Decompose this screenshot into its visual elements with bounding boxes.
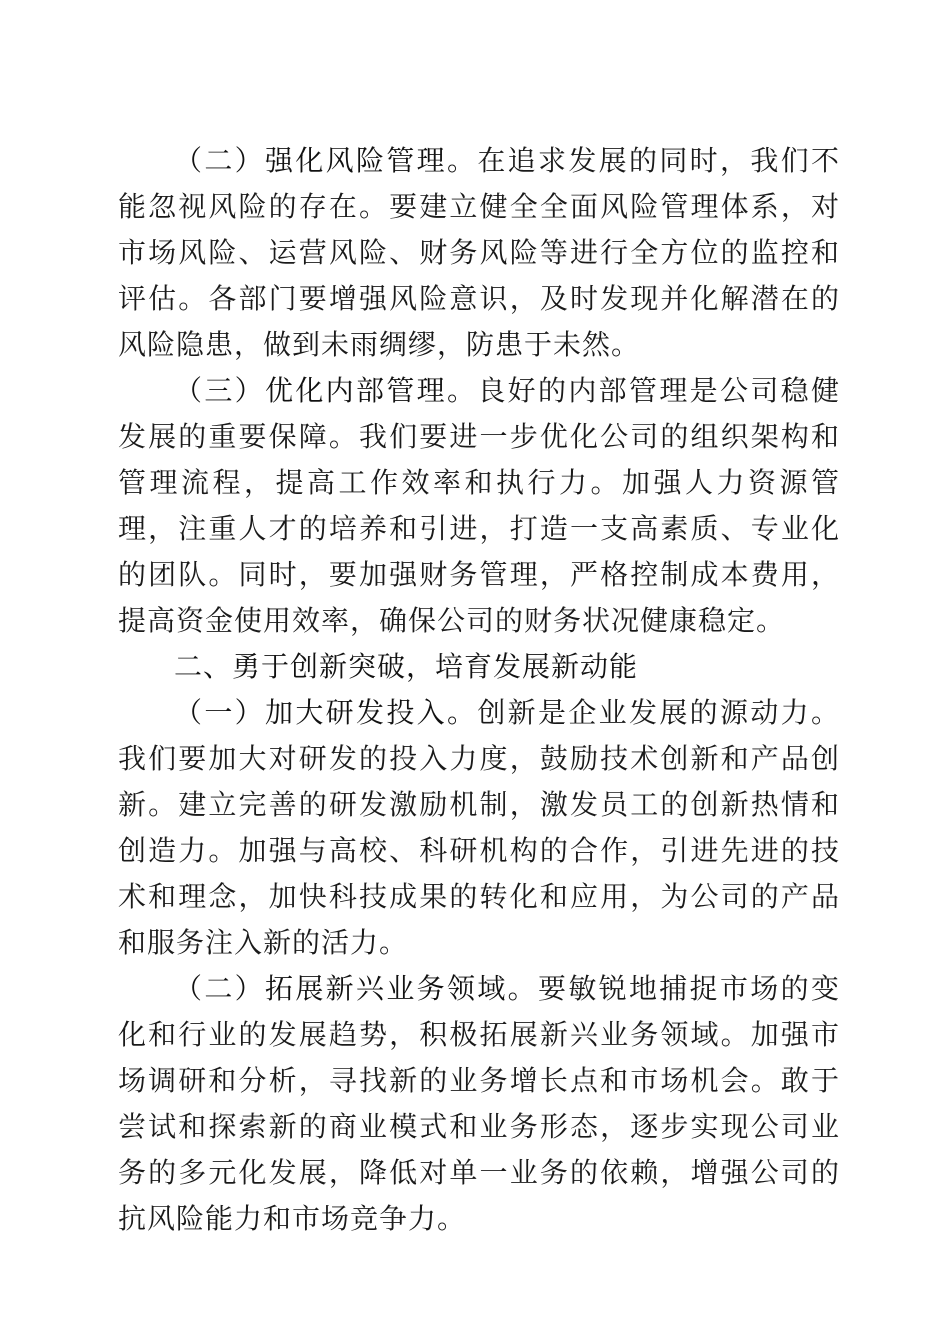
paragraph-risk-management [118, 138, 840, 368]
paragraph-rd-investment [118, 690, 840, 966]
paragraph-lead: （二）强化风险管理。 [174, 144, 478, 177]
paragraph-lead: （二）拓展新兴业务领域。 [174, 972, 538, 1005]
section-heading-innovation: 二、勇于创新突破，培育发展新动能 [174, 650, 639, 683]
paragraph-lead: （一）加大研发投入。 [174, 696, 478, 729]
paragraph-text: 创新是企业发展的源动力。我们要加大对研发的投入力度，鼓励技术创新和产品创新。建立完善的研发激励机制，激发员工的创新热情和创造力。加强与高校、科研机构的合作，引进先进的技术和理念，加快科技成果的转化和应用，为公司的产品和服务注入新的活力。 [118, 696, 840, 959]
paragraph-text: 良好的内部管理是公司稳健发展的重要保障。我们要进一步优化公司的组织架构和管理流程，提高工作效率和执行力。加强人力资源管理，注重人才的培养和引进，打造一支高素质、专业化的团队。同时，要加强财务管理，严格控制成本费用，提高资金使用效率，确保公司的财务状况健康稳定。 [118, 374, 840, 637]
document-body [118, 138, 840, 1242]
paragraph-new-business [118, 966, 840, 1242]
paragraph-text: 在追求发展的同时，我们不能忽视风险的存在。要建立健全全面风险管理体系，对市场风险、运营风险、财务风险等进行全方位的监控和评估。各部门要增强风险意识，及时发现并化解潜在的风险隐患，做到未雨绸缪，防患于未然。 [118, 144, 840, 361]
paragraph-lead: （三）优化内部管理。 [174, 374, 478, 407]
paragraph-text: 要敏锐地捕捉市场的变化和行业的发展趋势，积极拓展新兴业务领域。加强市场调研和分析，寻找新的业务增长点和市场机会。敢于尝试和探索新的商业模式和业务形态，逐步实现公司业务的多元化发展，降低对单一业务的依赖，增强公司的抗风险能力和市场竞争力。 [118, 972, 840, 1235]
paragraph-internal-management [118, 368, 840, 644]
